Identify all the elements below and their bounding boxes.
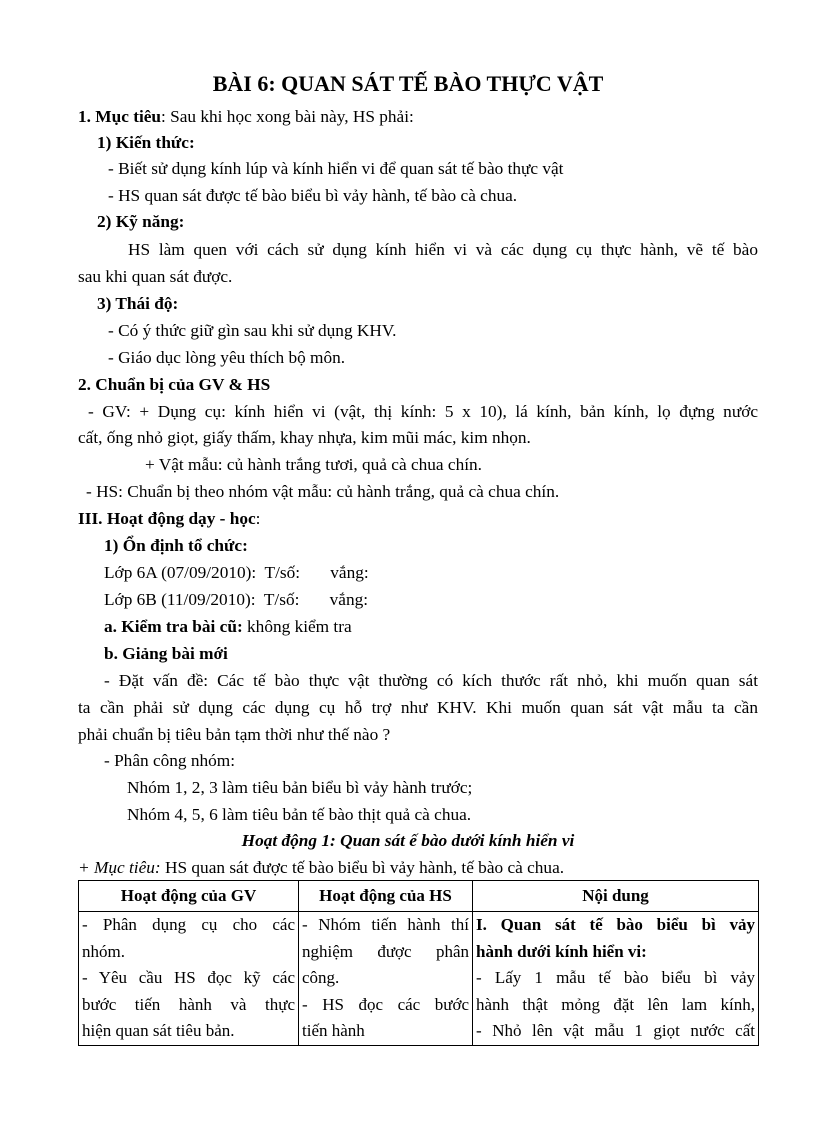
problem-statement-line-3: phải chuẩn bị tiêu bản tạm thời như thế nào ? <box>78 725 391 744</box>
class-6a-attendance: Lớp 6A (07/09/2010): T/số: vắng: <box>104 563 369 582</box>
header-student-activity: Hoạt động của HS <box>299 881 473 912</box>
content-heading-line: hành dưới kính hiển vi: <box>476 941 647 961</box>
header-content: Nội dung <box>473 881 759 912</box>
attitude-line-2: - Giáo dục lòng yêu thích bộ môn. <box>108 348 346 367</box>
student-activity-line: - HS đọc các bước <box>302 994 469 1014</box>
problem-statement-line-2: ta cần phải sử dụng các dụng cụ hỗ trợ như KHV. Khi muốn quan sát vật mẫu ta cần <box>78 698 758 717</box>
activities-heading-colon: : <box>255 509 261 528</box>
skills-heading: 2) Kỹ năng: <box>97 212 185 231</box>
activities-heading: III. Hoạt động dạy - học <box>78 509 256 528</box>
attitude-heading: 3) Thái độ: <box>97 294 179 313</box>
old-lesson-check-line <box>104 614 352 640</box>
objectives-label: 1. Mục tiêu <box>78 107 162 126</box>
preparation-heading: 2. Chuẩn bị của GV & HS <box>78 375 271 394</box>
teacher-prep-line-1: - GV: + Dụng cụ: kính hiển vi (vật, thị kính: 5 x 10), lá kính, bản kính, lọ đựng nước <box>88 402 758 421</box>
group-assignment-2: Nhóm 4, 5, 6 làm tiêu bản tế bào thịt quả cà chua. <box>127 805 472 824</box>
new-lesson-heading: b. Giảng bài mới <box>104 644 228 663</box>
attitude-line-1: - Có ý thức giữ gìn sau khi sử dụng KHV. <box>108 321 397 340</box>
teacher-prep-line-3: + Vật mẫu: củ hành trắng tươi, quả cà chua chín. <box>145 455 482 474</box>
teacher-activity-line: nhóm. <box>82 941 125 961</box>
teacher-activity-cell <box>79 912 299 1046</box>
activity-1-objective-label: + Mục tiêu: <box>78 858 161 877</box>
content-line: - Nhỏ lên vật mẫu 1 giọt nước cất <box>476 1021 755 1040</box>
problem-statement-line-1: - Đặt vấn đề: Các tế bào thực vật thường có kích thước rất nhỏ, khi muốn quan sát <box>104 671 758 690</box>
knowledge-heading: 1) Kiến thức: <box>97 133 195 152</box>
student-prep-line: - HS: Chuẩn bị theo nhóm vật mẫu: củ hành trắng, quả cà chua chín. <box>86 482 560 501</box>
group-assignment-1: Nhóm 1, 2, 3 làm tiêu bản biểu bì vảy hành trước; <box>127 778 473 797</box>
content-cell <box>473 912 759 1046</box>
table-row <box>79 912 759 1046</box>
teacher-prep-line-2: cất, ống nhỏ giọt, giấy thấm, khay nhựa, kim mũi mác, kim nhọn. <box>78 428 531 447</box>
header-teacher-activity: Hoạt động của GV <box>79 881 299 912</box>
knowledge-line-1: - Biết sử dụng kính lúp và kính hiển vi để quan sát tế bào thực vật <box>108 159 564 178</box>
content-heading-line: I. Quan sát tế bào biểu bì vảy <box>476 915 755 934</box>
class-6b-attendance: Lớp 6B (11/09/2010): T/số: vắng: <box>104 590 369 609</box>
activity-table <box>78 880 759 1046</box>
skills-line-2: sau khi quan sát được. <box>78 267 233 286</box>
skills-line-1: HS làm quen với cách sử dụng kính hiển vi và các dụng cụ thực hành, vẽ tế bào <box>128 240 758 259</box>
objectives-line <box>78 104 414 130</box>
student-activity-line: tiến hành <box>302 1021 365 1040</box>
student-activity-line: nghiệm được phân <box>302 941 469 961</box>
activity-1-heading: Hoạt động 1: Quan sát ế bào dưới kính hiển vi <box>241 831 575 850</box>
student-activity-line: - Nhóm tiến hành thí <box>302 915 469 934</box>
lesson-title: BÀI 6: QUAN SÁT TẾ BÀO THỰC VẬT <box>212 71 604 96</box>
student-activity-line: công. <box>302 968 340 987</box>
old-lesson-check-value: không kiểm tra <box>242 617 352 636</box>
teacher-activity-line: bước tiến hành và thực <box>82 994 295 1014</box>
class-organization-heading: 1) Ổn định tổ chức: <box>104 536 248 555</box>
objectives-text: : Sau khi học xong bài này, HS phải: <box>161 107 414 126</box>
teacher-activity-line: hiện quan sát tiêu bản. <box>82 1021 235 1040</box>
content-line: hành thật mỏng đặt lên lam kính, <box>476 994 755 1014</box>
teacher-activity-line: - Yêu cầu HS đọc kỹ các <box>82 968 295 987</box>
teacher-activity-line: - Phân dụng cụ cho các <box>82 915 295 934</box>
old-lesson-check-label: a. Kiểm tra bài cũ: <box>104 617 243 636</box>
knowledge-line-2: - HS quan sát được tế bào biểu bì vảy hành, tế bào cà chua. <box>108 186 518 205</box>
student-activity-cell <box>299 912 473 1046</box>
activity-1-objective <box>78 855 564 881</box>
content-line: - Lấy 1 mẫu tế bào biểu bì vảy <box>476 968 755 987</box>
group-assignment-heading: - Phân công nhóm: <box>104 751 236 770</box>
activity-table-header-row <box>79 881 759 912</box>
activities-heading-line <box>78 506 260 532</box>
activity-1-objective-text: HS quan sát được tế bào biểu bì vảy hành, tế bào cà chua. <box>160 858 565 877</box>
